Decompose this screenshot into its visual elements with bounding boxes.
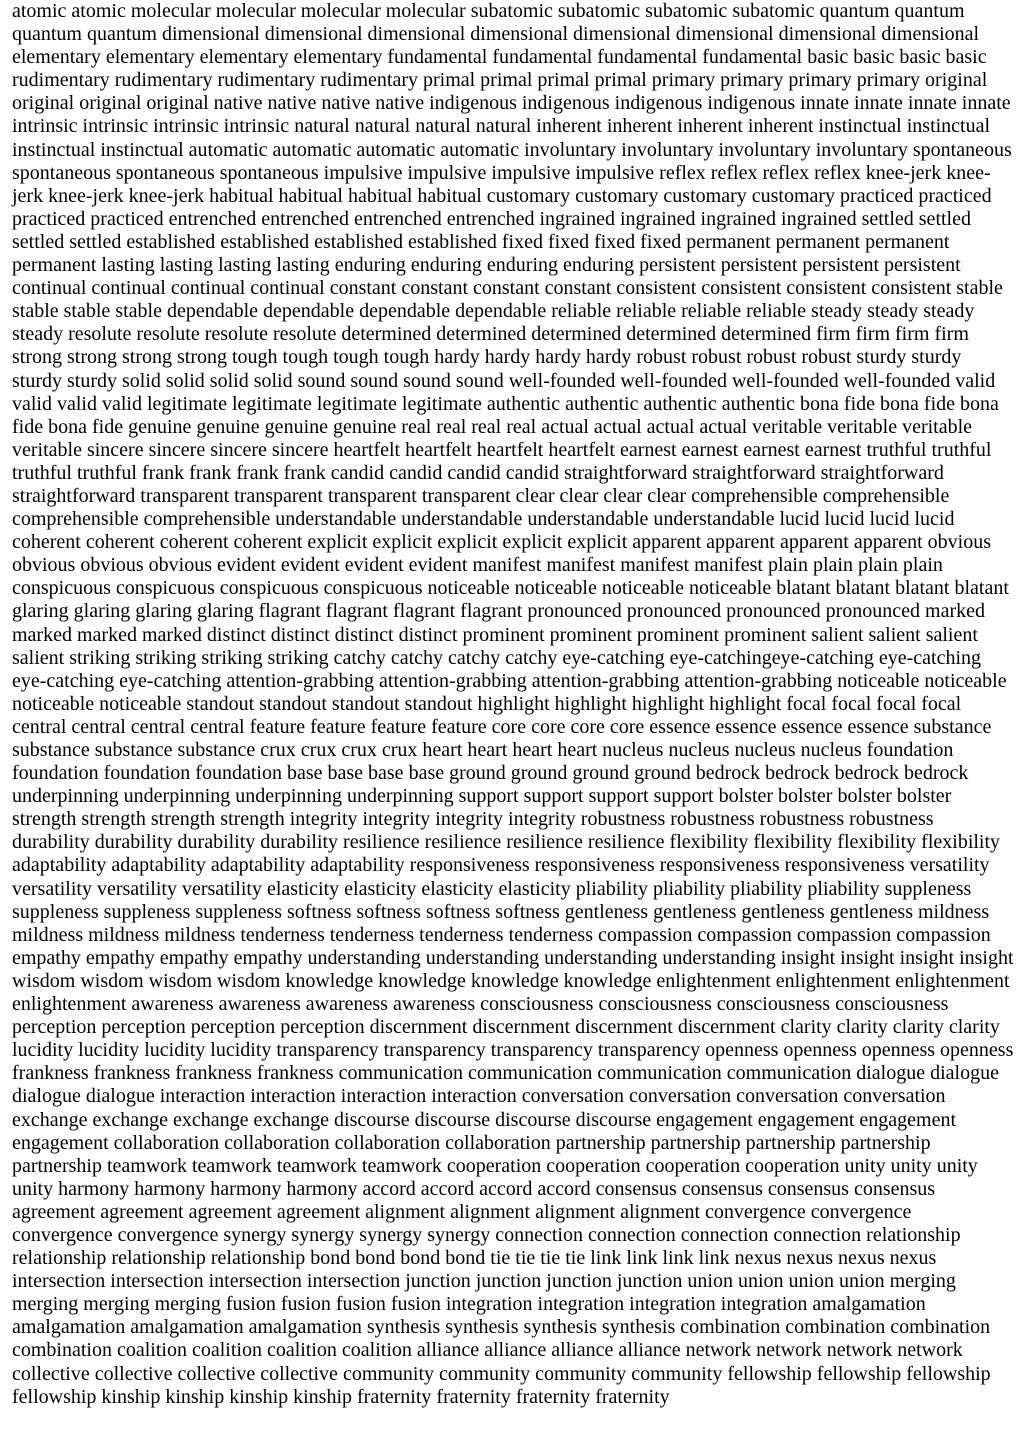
document-body-text: atomic atomic molecular molecular molecular molecular subatomic subatomic subatomic subatomic quantum quantum quantum quantum dimensional dimensional dimensional dimensional dimensional dimensional dimensional dimensional elementary elementary elementary elementary fundamental fundamental fundamental fundamental basic basic basic basic rudimentary rudimentary rudimentary rudimentary primal primal primal primal primary primary primary primary original original original original native native native native indigenous indigenous indigenous indigenous innate innate innate innate intrinsic intrinsic intrinsic intrinsic natural natural natural natural inherent inherent inherent inherent instinctual instinctual instinctual instinctual automatic automatic automatic automatic involuntary involuntary involuntary involuntary spontaneous spontaneous spontaneous spontaneous impulsive impulsive impulsive impulsive reflex reflex reflex reflex knee-jerk knee-jerk knee-jerk knee-jerk habitual habitual habitual habitual customary customary customary customary practiced practiced practiced practiced entrenched entrenched entrenched entrenched ingrained ingrained ingrained ingrained settled settled settled settled established established established established fixed fixed fixed fixed permanent permanent permanent permanent lasting lasting lasting lasting enduring enduring enduring enduring persistent persistent persistent persistent continual continual continual continual constant constant constant constant consistent consistent consistent consistent stable stable stable stable dependable dependable dependable dependable reliable reliable reliable reliable steady steady steady steady resolute resolute resolute resolute determined determined determined determined determined firm firm firm firm strong strong strong strong tough tough tough tough hardy hardy hardy hardy robust robust robust robust sturdy sturdy sturdy sturdy solid solid solid solid sound sound sound sound well-founded well-founded well-founded well-founded valid valid valid valid legitimate legitimate legitimate legitimate authentic authentic authentic authentic bona fide bona fide bona fide bona fide genuine genuine genuine genuine real real real real actual actual actual actual veritable veritable veritable veritable sincere sincere sincere sincere heartfelt heartfelt heartfelt heartfelt earnest earnest earnest earnest truthful truthful truthful truthful frank frank frank frank candid candid candid candid straightforward straightforward straightforward straightforward transparent transparent transparent transparent clear clear clear clear comprehensible comprehensible comprehensible comprehensible understandable understandable understandable understandable lucid lucid lucid lucid coherent coherent coherent coherent explicit explicit explicit explicit explicit apparent apparent apparent apparent obvious obvious obvious obvious evident evident evident evident manifest manifest manifest manifest plain plain plain plain conspicuous conspicuous conspicuous conspicuous noticeable noticeable noticeable noticeable blatant blatant blatant blatant glaring glaring glaring glaring flagrant flagrant flagrant flagrant pronounced pronounced pronounced pronounced marked marked marked marked distinct distinct distinct distinct prominent prominent prominent prominent salient salient salient salient striking striking striking striking catchy catchy catchy catchy eye-catching eye-catchingeye-catching eye-catching eye-catching eye-catching attention-grabbing attention-grabbing attention-grabbing attention-grabbing noticeable noticeable noticeable noticeable standout standout standout standout highlight highlight highlight highlight focal focal focal focal central central central central feature feature feature feature core core core core essence essence essence essence substance substance substance substance crux crux crux crux heart heart heart heart nucleus nucleus nucleus nucleus foundation foundation foundation foundation base base base base ground ground ground ground bedrock bedrock bedrock bedrock underpinning underpinning underpinning underpinning support support support support bolster bolster bolster bolster strength strength strength strength integrity integrity integrity integrity robustness robustness robustness robustness durability durability durability durability resilience resilience resilience resilience flexibility flexibility flexibility flexibility adaptability adaptability adaptability adaptability responsiveness responsiveness responsiveness responsiveness versatility versatility versatility versatility elasticity elasticity elasticity elasticity pliability pliability pliability pliability suppleness suppleness suppleness suppleness softness softness softness softness gentleness gentleness gentleness gentleness mildness mildness mildness mildness tenderness tenderness tenderness tenderness compassion compassion compassion compassion empathy empathy empathy empathy understanding understanding understanding understanding insight insight insight insight wisdom wisdom wisdom wisdom knowledge knowledge knowledge knowledge enlightenment enlightenment enlightenment enlightenment awareness awareness awareness awareness consciousness consciousness consciousness consciousness perception perception perception perception discernment discernment discernment discernment clarity clarity clarity clarity lucidity lucidity lucidity lucidity transparency transparency transparency transparency openness openness openness openness frankness frankness frankness frankness communication communication communication communication dialogue dialogue dialogue dialogue interaction interaction interaction interaction conversation conversation conversation conversation exchange exchange exchange exchange discourse discourse discourse discourse engagement engagement engagement engagement collaboration collaboration collaboration collaboration partnership partnership partnership partnership partnership teamwork teamwork teamwork teamwork cooperation cooperation cooperation cooperation unity unity unity unity harmony harmony harmony harmony accord accord accord accord consensus consensus consensus consensus agreement agreement agreement agreement alignment alignment alignment alignment convergence convergence convergence convergence synergy synergy synergy synergy connection connection connection connection relationship relationship relationship relationship bond bond bond bond tie tie tie tie link link link link nexus nexus nexus nexus intersection intersection intersection intersection junction junction junction junction union union union union merging merging merging merging fusion fusion fusion fusion integration integration integration integration amalgamation amalgamation amalgamation amalgamation synthesis synthesis synthesis synthesis combination combination combination combination coalition coalition coalition coalition alliance alliance alliance alliance network network network network collective collective collective collective community community community community fellowship fellowship fellowship fellowship kinship kinship kinship kinship fraternity fraternity fraternity fraternity <box>12 0 1014 1408</box>
